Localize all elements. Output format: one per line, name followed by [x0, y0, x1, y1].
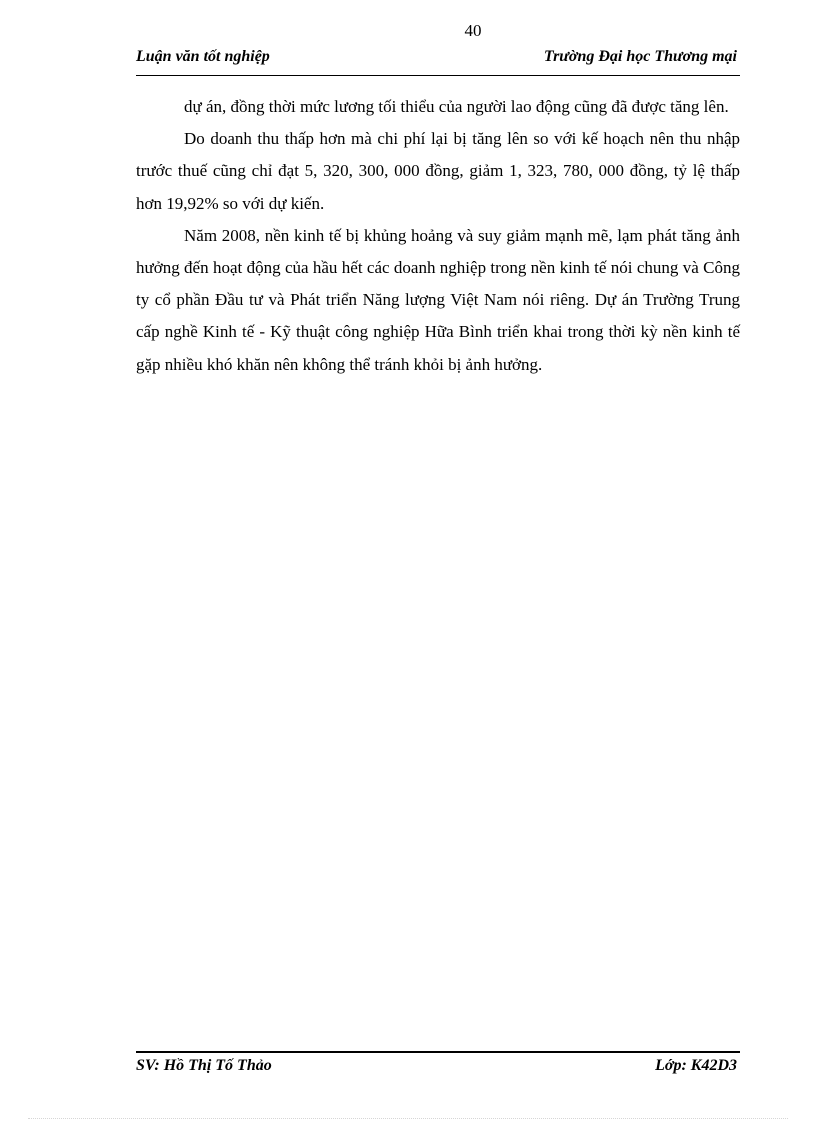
footer-student-name: SV: Hồ Thị Tố Thảo	[136, 1057, 272, 1074]
page-number: 40	[464, 21, 482, 40]
header-thesis-label: Luận văn tốt nghiệp	[136, 48, 270, 65]
document-body	[136, 91, 740, 381]
paragraph-revenue: Do doanh thu thấp hơn mà chi phí lại bị tăng lên so với kế hoạch nên thu nhập trước thuế cũng chỉ đạt 5, 320, 300, 000 đồng, giảm 1, 323, 780, 000 đồng, tỷ lệ thấp hơn 19,92% so với dự kiến.	[136, 129, 740, 213]
paragraph-continuation: dự án, đồng thời mức lương tối thiểu của người lao động cũng đã được tăng lên.	[184, 97, 729, 116]
header-university-name: Trường Đại học Thương mại	[543, 48, 737, 65]
page-footer	[136, 1055, 740, 1077]
header-divider	[136, 75, 740, 76]
page-header	[136, 46, 740, 68]
page-edge-divider	[28, 1118, 788, 1119]
footer-divider	[136, 1051, 740, 1053]
footer-class-code: Lớp: K42D3	[655, 1057, 737, 1074]
paragraph-2008-crisis: Năm 2008, nền kinh tế bị khủng hoảng và suy giảm mạnh mẽ, lạm phát tăng ảnh hưởng đến hoạt động của hầu hết các doanh nghiệp trong nền kinh tế nói chung và Công ty cổ phần Đầu tư và Phát triển Năng lượng Việt Nam nói riêng. Dự án Trường Trung cấp nghề Kinh tế - Kỹ thuật công nghiệp Hữa Bình triển khai trong thời kỳ nền kinh tế gặp nhiều khó khăn nên không thể tránh khỏi bị ảnh hưởng.	[136, 225, 740, 374]
